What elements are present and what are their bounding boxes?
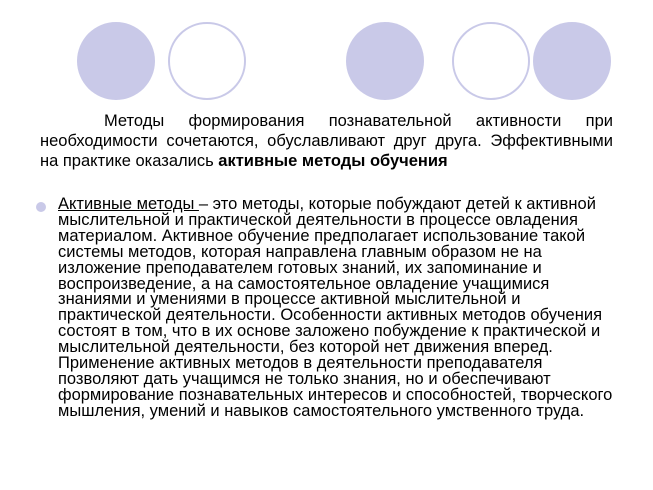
bullet-paragraph <box>58 197 616 420</box>
bullet-item <box>36 197 616 420</box>
bullet-body: – это методы, которые побуждают детей к активной мыслительной и практической деятельности в процессе овладения материалом. Активное обучение предполагает использование такой системы методов, которая направлена главным образом не на изложение преподавателем готовых знаний, их запоминание и воспроизведение, а на самостоятельное овладение учащимися знаниями и умениями в процессе активной мыслительной и практической деятельности. Особенности активных методов обучения состоят в том, что в их основе заложено побуждение к практической и мыслительной деятельности, без которой нет движения вперед. Применение активных методов в деятельности преподавателя позволяют дать учащимся не только знания, но и обеспечивают формирование познавательных интересов и способностей, творческого мышления, умений и навыков самостоятельного умственного труда. <box>58 195 613 420</box>
bullet-dot-icon <box>36 202 46 212</box>
decor-circle-outline <box>452 22 530 100</box>
intro-bold-text: активные методы обучения <box>218 152 448 170</box>
decor-circle-outline <box>168 22 246 100</box>
intro-text: Методы формирования познавательной активности при необходимости сочетаются, обуславливают друг друга. Эффективными на практике оказались <box>40 112 613 170</box>
intro-paragraph <box>40 111 613 171</box>
decor-circle-filled <box>533 22 611 100</box>
bullet-term: Активные методы <box>58 195 199 213</box>
decor-circle-filled <box>346 22 424 100</box>
decor-circle-filled <box>77 22 155 100</box>
